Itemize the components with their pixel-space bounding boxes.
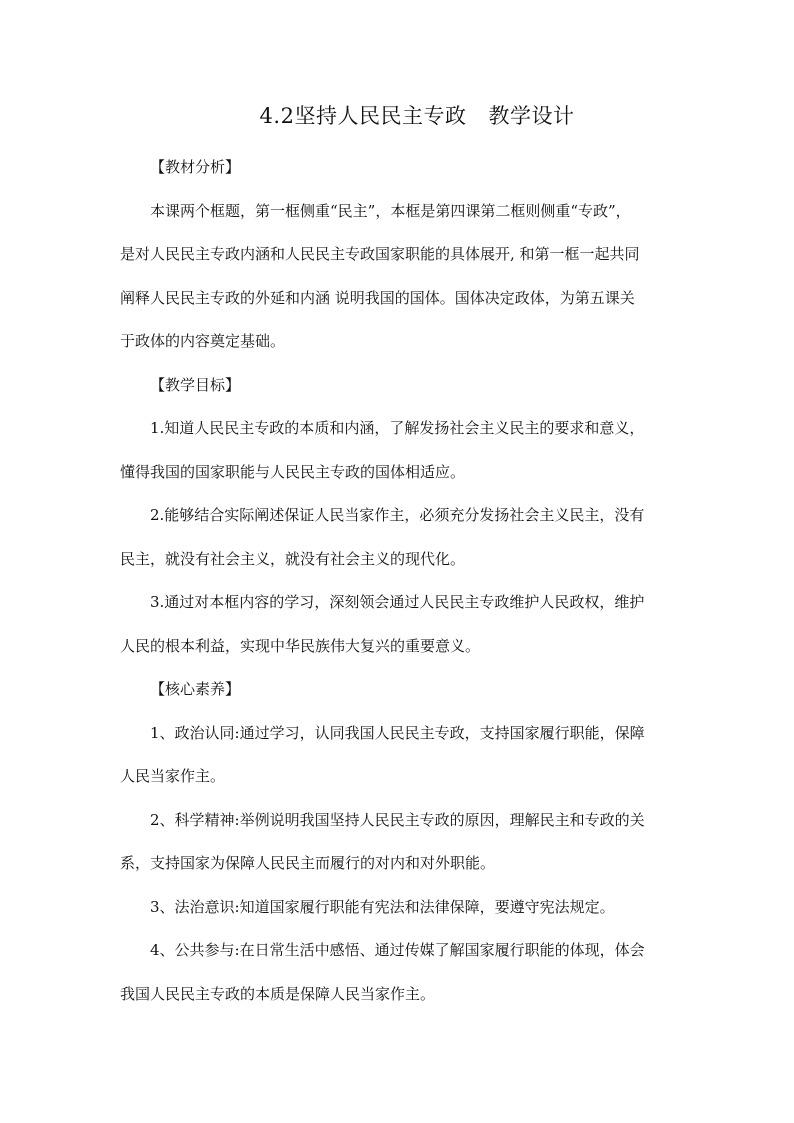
literacy-item-1 bbox=[120, 712, 676, 799]
section-heading-analysis: 【教材分析】 bbox=[150, 158, 241, 176]
objective-1-line-2: 懂得我国的国家职能与人民民主专政的国体相适应。 bbox=[120, 462, 466, 481]
title-main: 4.2坚持人民民主专政 bbox=[259, 104, 467, 128]
literacy-item-4 bbox=[120, 929, 676, 1016]
objective-item-3 bbox=[120, 581, 676, 668]
literacy-item-3 bbox=[120, 886, 676, 930]
literacy-1-line-1: 1、政治认同:通过学习，认同我国人民民主专政，支持国家履行职能，保障 bbox=[150, 723, 645, 742]
literacy-3-line-1: 3、法治意识:知道国家履行职能有宪法和法律保障，要遵守宪法规定。 bbox=[150, 897, 615, 916]
section-heading-objectives: 【教学目标】 bbox=[150, 375, 241, 394]
literacy-2-line-2: 系，支持国家为保障人民民主而履行的对内和对外职能。 bbox=[120, 854, 496, 872]
document-body bbox=[120, 146, 676, 1016]
literacy-4-line-2: 我国人民民主专政的本质是保障人民当家作主。 bbox=[120, 984, 436, 1003]
analysis-line-4: 于政体的内容奠定基础。 bbox=[120, 332, 286, 350]
analysis-line-1: 本课两个框题，第一框侧重“民主”，本框是第四课第二框则侧重“专政”， bbox=[150, 201, 631, 220]
objective-item-2 bbox=[120, 494, 676, 581]
title-sub: 教学设计 bbox=[488, 104, 575, 128]
objective-2-line-2: 民主，就没有社会主义，就没有社会主义的现代化。 bbox=[120, 549, 466, 568]
document-title bbox=[0, 100, 794, 132]
analysis-line-2: 是对人民民主专政内涵和人民民主专政国家职能的具体展开, 和第一框一起共同 bbox=[120, 245, 640, 263]
objective-3-line-1: 3.通过对本框内容的学习，深刻领会通过人民民主专政维护人民政权，维护 bbox=[150, 593, 645, 611]
literacy-item-2 bbox=[120, 799, 676, 886]
objective-1-line-1: 1.知道人民民主专政的本质和内涵，了解发扬社会主义民主的要求和意义， bbox=[150, 419, 645, 437]
section-heading-literacy: 【核心素养】 bbox=[150, 680, 241, 698]
literacy-2-line-1: 2、科学精神:举例说明我国坚持人民民主专政的原因，理解民主和专政的关 bbox=[150, 810, 645, 829]
literacy-4-line-1: 4、公共参与:在日常生活中感悟、通过传媒了解国家履行职能的体现，体会 bbox=[150, 941, 645, 959]
analysis-paragraph bbox=[120, 190, 676, 364]
objective-2-line-1: 2.能够结合实际阐述保证人民当家作主，必须充分发扬社会主义民主，没有 bbox=[150, 506, 645, 524]
analysis-line-3: 阐释人民民主专政的外延和内涵 说明我国的国体。国体决定政体，为第五课关 bbox=[120, 288, 635, 307]
literacy-1-line-2: 人民当家作主。 bbox=[120, 767, 226, 785]
objective-item-1 bbox=[120, 407, 676, 494]
objective-3-line-2: 人民的根本利益，实现中华民族伟大复兴的重要意义。 bbox=[120, 636, 481, 655]
